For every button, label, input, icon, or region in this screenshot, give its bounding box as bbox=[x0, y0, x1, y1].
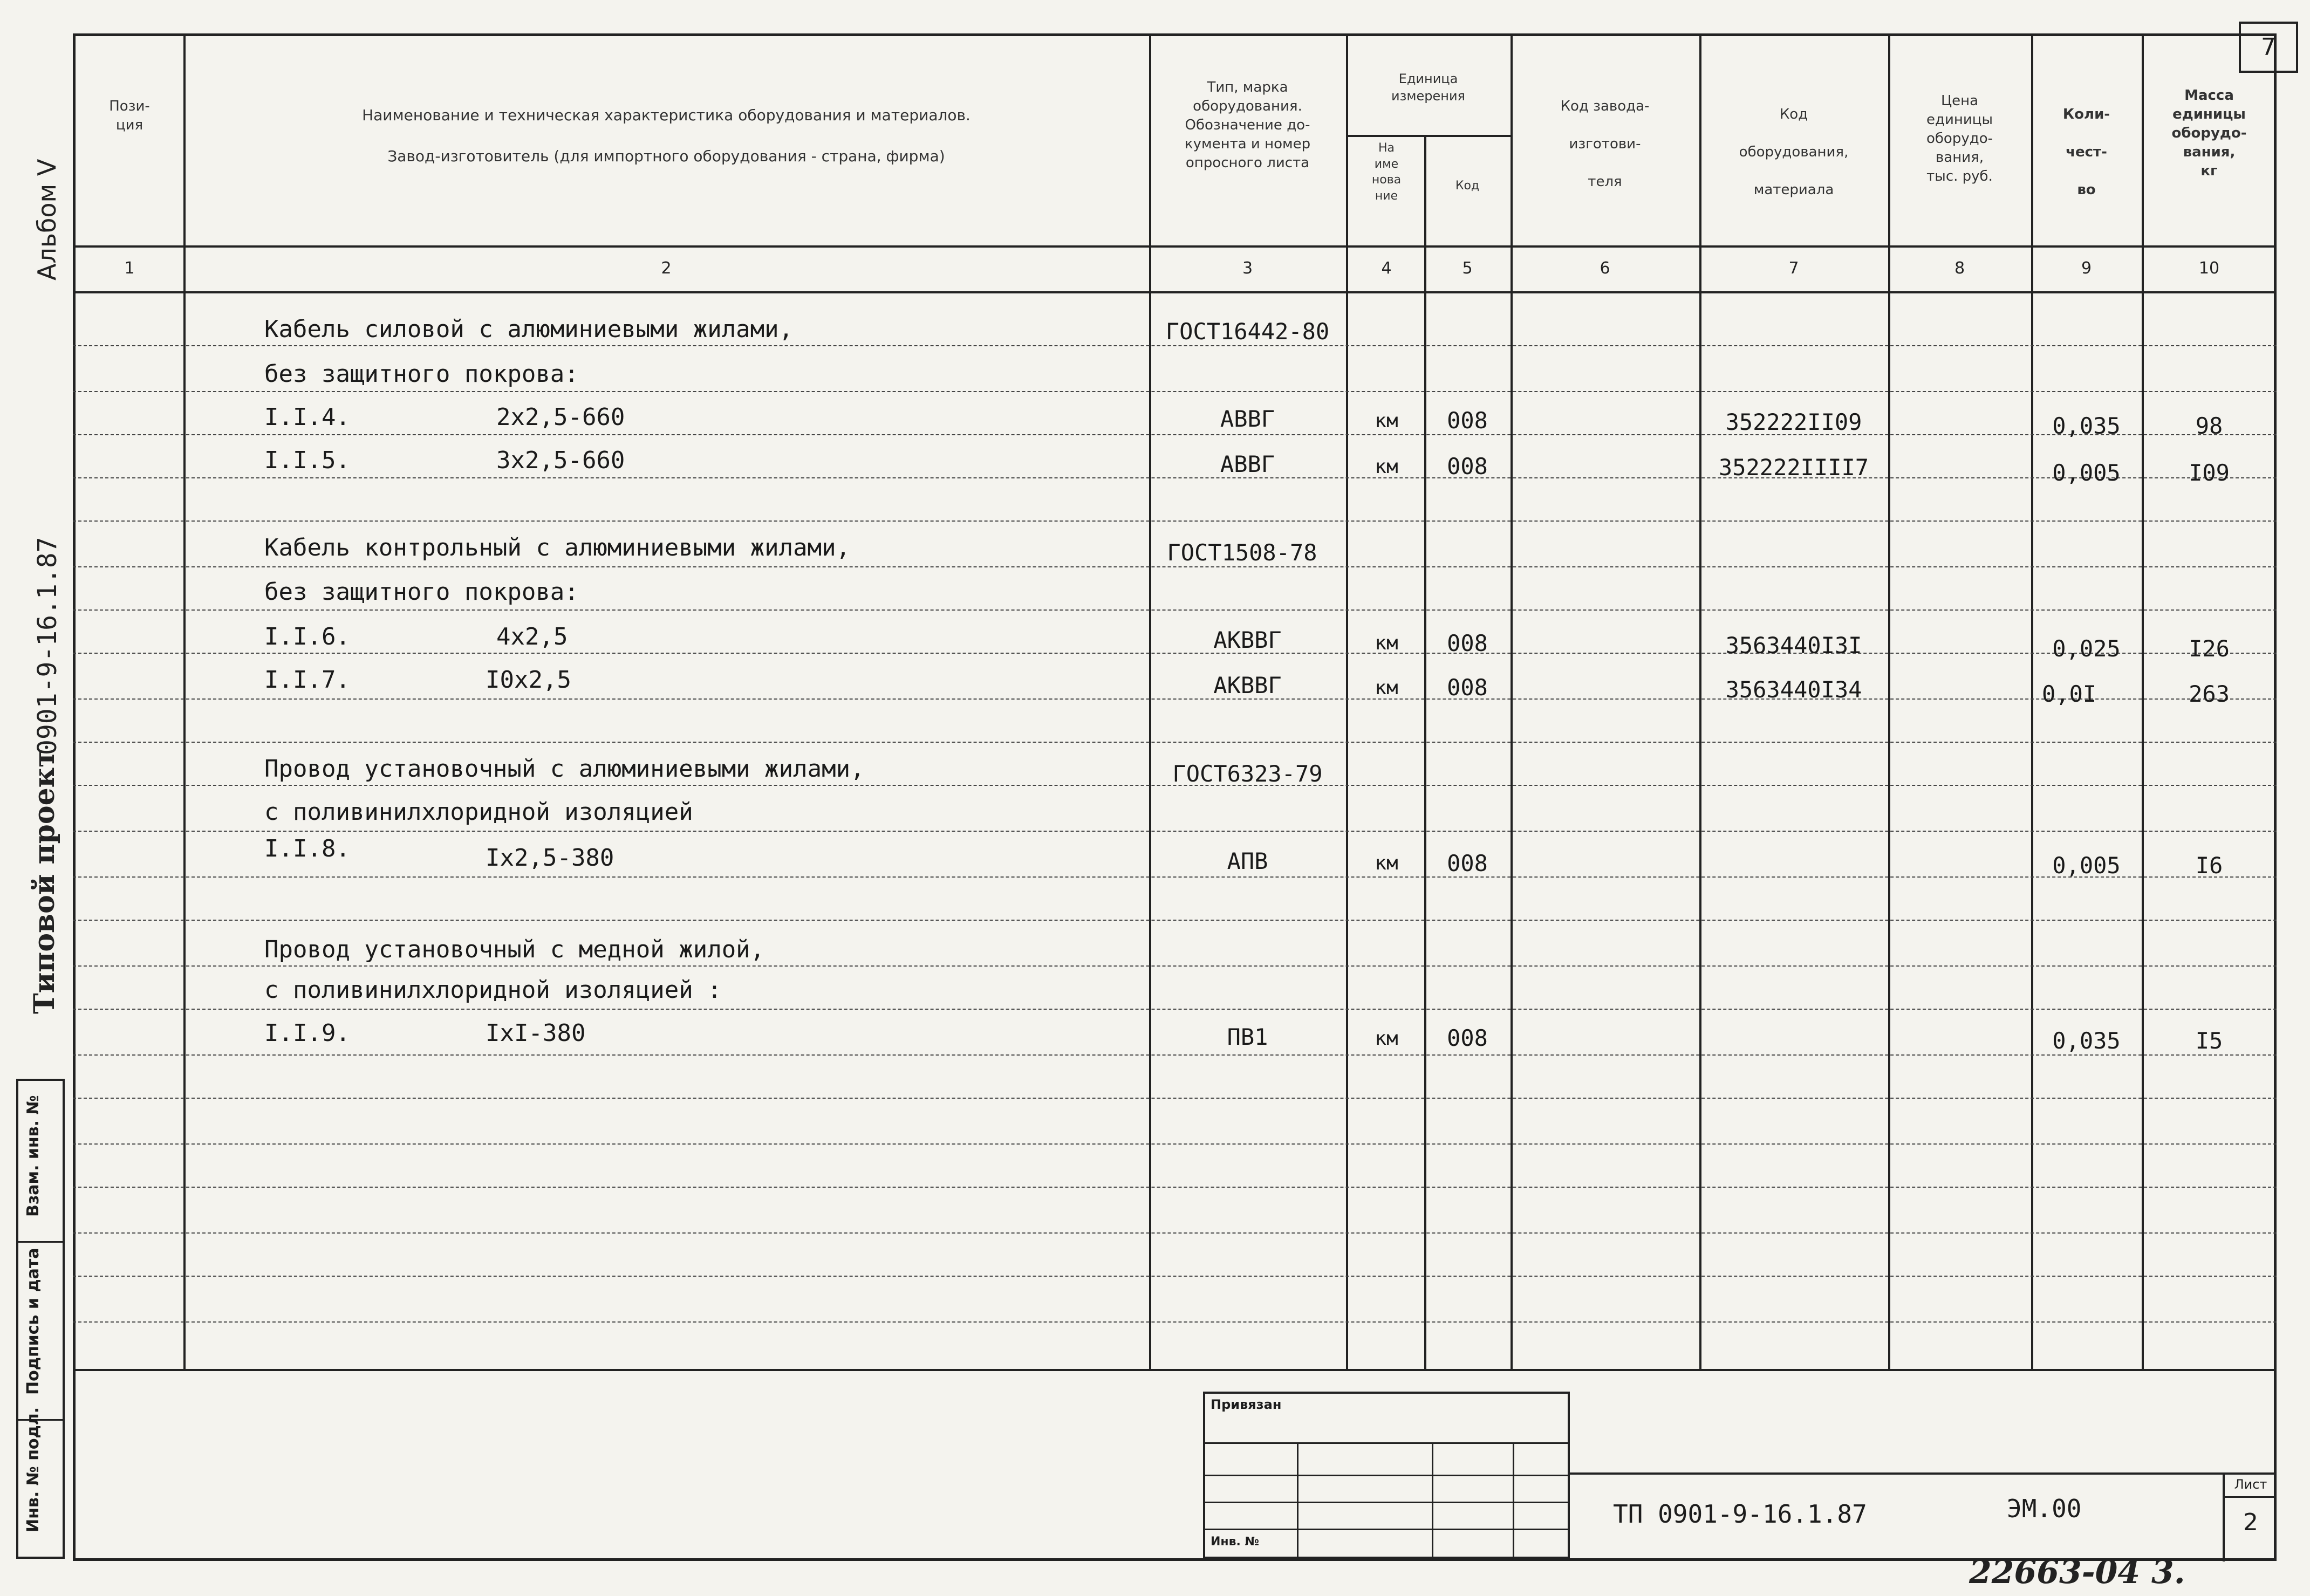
project-label: Типовой проект bbox=[28, 750, 61, 1014]
grid-hline bbox=[73, 1276, 2277, 1277]
header-maker-code: Код завода- изготови- теля bbox=[1560, 98, 1650, 190]
item-quantity: 0,0I bbox=[2042, 681, 2097, 707]
item-mass: 98 bbox=[2195, 413, 2223, 439]
item-mass: 263 bbox=[2189, 681, 2230, 707]
item-unit: км bbox=[1375, 1028, 1398, 1050]
column-number: 2 bbox=[661, 259, 672, 278]
grid-hline bbox=[73, 345, 2277, 346]
header-position: Пози- ция bbox=[109, 98, 150, 134]
item-unit: км bbox=[1375, 677, 1398, 699]
side-stamp bbox=[16, 1079, 65, 1559]
item-mass: I6 bbox=[2195, 852, 2223, 879]
grid-hline bbox=[73, 566, 2277, 567]
grid-hline bbox=[73, 609, 2277, 611]
column-number: 1 bbox=[124, 259, 135, 278]
column-number: 5 bbox=[1462, 259, 1473, 278]
item-unit: км bbox=[1375, 632, 1398, 654]
grid-hline bbox=[73, 876, 2277, 878]
item-position: I.I.7. bbox=[264, 666, 350, 694]
document-code: ТП 0901-9-16.1.87 bbox=[1613, 1499, 1867, 1529]
group-title: Кабель силовой с алюминиевыми жилами, bbox=[264, 316, 794, 343]
column-number: 3 bbox=[1242, 259, 1253, 278]
header-unit: Единица измерения bbox=[1391, 71, 1465, 104]
item-type: АКВВГ bbox=[1213, 627, 1282, 653]
item-spec: 3x2,5-660 bbox=[496, 447, 625, 474]
item-position: I.I.6. bbox=[264, 623, 350, 650]
item-unit-code: 008 bbox=[1447, 630, 1488, 656]
grid-vline bbox=[1346, 33, 1348, 1371]
item-mass: I5 bbox=[2195, 1028, 2223, 1054]
stamp-line bbox=[1570, 1472, 2277, 1475]
grid-hline bbox=[73, 291, 2277, 293]
side-stamp-cell: Взам. инв. № bbox=[18, 1081, 63, 1243]
header-unit-code: Код bbox=[1455, 179, 1480, 193]
sheet-code: ЭМ.00 bbox=[2007, 1494, 2082, 1523]
item-position: I.I.5. bbox=[264, 447, 350, 474]
item-spec: IxI-380 bbox=[486, 1019, 586, 1047]
group-title: Провод установочный с медной жилой, bbox=[264, 936, 765, 963]
item-unit: км bbox=[1375, 852, 1398, 874]
header-quantity: Коли- чест- во bbox=[2062, 106, 2110, 198]
grid-hline bbox=[73, 1143, 2277, 1145]
grid-hline bbox=[73, 1187, 2277, 1188]
column-number: 4 bbox=[1381, 259, 1392, 278]
item-unit: км bbox=[1375, 456, 1398, 478]
item-type: АКВВГ bbox=[1213, 672, 1282, 698]
item-unit-code: 008 bbox=[1447, 674, 1488, 701]
item-mass: I09 bbox=[2189, 460, 2230, 486]
item-spec: 4x2,5 bbox=[496, 623, 568, 650]
approval-stamp bbox=[1203, 1392, 1570, 1559]
column-number: 6 bbox=[1600, 259, 1610, 278]
grid-vline bbox=[1511, 33, 1513, 1371]
item-type: АВВГ bbox=[1220, 451, 1275, 477]
header-mass: Масса единицы оборудо- вания, кг bbox=[2171, 87, 2247, 180]
grid-vline bbox=[1888, 33, 1890, 1371]
item-quantity: 0,025 bbox=[2052, 635, 2121, 662]
header-equipment-code: Код оборудования, материала bbox=[1739, 106, 1849, 198]
grid-hline bbox=[73, 1098, 2277, 1099]
sheet-box bbox=[2223, 1472, 2277, 1561]
group-standard: ГОСТ1508-78 bbox=[1167, 539, 1317, 566]
item-unit-code: 008 bbox=[1447, 1025, 1488, 1051]
grid-vline bbox=[2031, 33, 2033, 1371]
group-subtitle: без защитного покрова: bbox=[264, 360, 579, 388]
sheet-number: 2 bbox=[2243, 1509, 2258, 1536]
stamp-line bbox=[1513, 1442, 1514, 1557]
header-price: Цена единицы оборудо- вания, тыс. руб. bbox=[1926, 93, 1993, 185]
sheet-label: Лист bbox=[2225, 1472, 2277, 1498]
stamp-line bbox=[1297, 1442, 1298, 1557]
group-standard: ГОСТ6323-79 bbox=[1172, 761, 1323, 787]
item-mass: I26 bbox=[2189, 635, 2230, 662]
column-number: 9 bbox=[2081, 259, 2092, 278]
grid-hline bbox=[73, 1321, 2277, 1323]
item-quantity: 0,005 bbox=[2052, 460, 2121, 486]
header-name: Наименование и техническая характеристика оборудования и материалов. Завод-изготовитель (для импортного оборудования - страна, фирма) bbox=[362, 106, 971, 165]
item-position: I.I.8. bbox=[264, 835, 350, 862]
item-type: ПВ1 bbox=[1227, 1024, 1268, 1050]
column-number: 10 bbox=[2198, 259, 2220, 278]
group-title: Кабель контрольный с алюминиевыми жилами, bbox=[264, 534, 851, 561]
page-number: 7 bbox=[2239, 22, 2298, 73]
group-standard: ГОСТ16442-80 bbox=[1165, 318, 1330, 345]
grid-hline bbox=[1346, 135, 1511, 137]
album-label: Альбом V bbox=[32, 159, 61, 280]
header-unit-name: На име нова ние bbox=[1371, 141, 1402, 203]
item-position: I.I.4. bbox=[264, 403, 350, 431]
stamp-line bbox=[1432, 1442, 1433, 1557]
item-code: 352222II09 bbox=[1725, 409, 1862, 435]
grid-vline bbox=[1699, 33, 1701, 1371]
item-unit-code: 008 bbox=[1447, 407, 1488, 434]
item-code: 352222IIII7 bbox=[1718, 454, 1869, 481]
item-spec: 2x2,5-660 bbox=[496, 403, 625, 431]
item-type: АПВ bbox=[1227, 848, 1268, 874]
grid-hline bbox=[73, 1232, 2277, 1234]
group-subtitle: с поливинилхлоридной изоляцией : bbox=[264, 976, 722, 1004]
item-position: I.I.9. bbox=[264, 1019, 350, 1047]
side-stamp-cell: Подпись и дата bbox=[18, 1243, 63, 1421]
grid-hline bbox=[73, 520, 2277, 522]
group-subtitle: с поливинилхлоридной изоляцией bbox=[264, 798, 693, 826]
grid-vline bbox=[1149, 33, 1151, 1371]
column-number: 7 bbox=[1788, 259, 1799, 278]
stamp-inv-label: Инв. № bbox=[1211, 1535, 1260, 1549]
column-number: 8 bbox=[1954, 259, 1965, 278]
item-spec: Ix2,5-380 bbox=[486, 844, 614, 872]
grid-hline bbox=[73, 1009, 2277, 1010]
grid-vline bbox=[183, 33, 186, 1371]
grid-vline bbox=[2142, 33, 2144, 1371]
item-quantity: 0,035 bbox=[2052, 413, 2121, 439]
grid-hline bbox=[73, 1054, 2277, 1056]
grid-hline bbox=[73, 391, 2277, 392]
group-title: Провод установочный с алюминиевыми жилами, bbox=[264, 755, 865, 783]
item-unit-code: 008 bbox=[1447, 453, 1488, 480]
grid-hline bbox=[73, 698, 2277, 700]
grid-hline bbox=[73, 965, 2277, 967]
grid-hline bbox=[73, 831, 2277, 832]
grid-hline bbox=[73, 477, 2277, 478]
item-quantity: 0,005 bbox=[2052, 852, 2121, 879]
item-quantity: 0,035 bbox=[2052, 1028, 2121, 1054]
side-stamp-cell: Инв. № подл. bbox=[24, 1407, 43, 1532]
item-type: АВВГ bbox=[1220, 406, 1275, 432]
grid-hline bbox=[73, 742, 2277, 743]
grid-hline bbox=[73, 920, 2277, 921]
item-unit: км bbox=[1375, 410, 1398, 432]
item-code: 3563440I34 bbox=[1725, 676, 1862, 703]
project-code: 0901-9-16.1.87 bbox=[32, 537, 63, 755]
header-type: Тип, марка оборудования. Обозначение до- кумента и номер опросного листа bbox=[1184, 79, 1311, 172]
grid-hline bbox=[73, 434, 2277, 435]
handwritten-number: 22663-04 3. bbox=[1969, 1553, 2185, 1591]
item-unit-code: 008 bbox=[1447, 850, 1488, 876]
group-subtitle: без защитного покрова: bbox=[264, 578, 579, 606]
stamp-applied-label: Привязан bbox=[1211, 1397, 1282, 1412]
item-spec: I0x2,5 bbox=[486, 666, 571, 694]
table-frame bbox=[73, 33, 2277, 1371]
grid-hline bbox=[73, 245, 2277, 248]
grid-vline bbox=[1424, 135, 1426, 1371]
item-code: 3563440I3I bbox=[1725, 632, 1862, 659]
